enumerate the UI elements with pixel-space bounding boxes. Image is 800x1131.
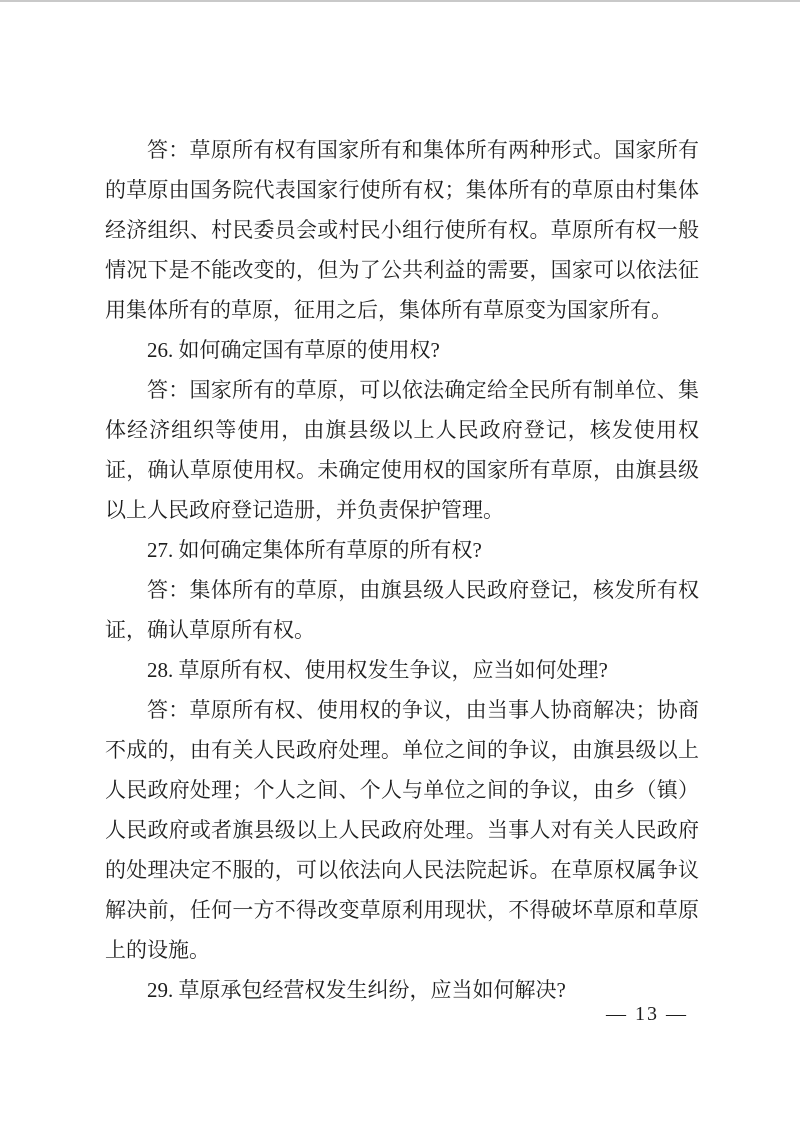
question-heading-27: 27. 如何确定集体所有草原的所有权?: [147, 538, 482, 562]
answer-paragraph-25: 答：草原所有权有国家所有和集体所有两种形式。国家所有的草原由国务院代表国家行使所有权；集体所有的草原由村集体经济组织、村民委员会或村民小组行使所有权。草原所有权一般情况下是不能改变的，但为了公共利益的需要，国家可以依法征用集体所有的草原，征用之后，集体所有草原变为国家所有。: [105, 138, 699, 322]
question-heading-29: 29. 草原承包经营权发生纠纷，应当如何解决?: [147, 978, 566, 1002]
question-heading-28: 28. 草原所有权、使用权发生争议，应当如何处理?: [147, 658, 608, 682]
answer-paragraph-26: 答：国家所有的草原，可以依法确定给全民所有制单位、集体经济组织等使用，由旗县级以上人民政府登记，核发使用权证，确认草原使用权。未确定使用权的国家所有草原，由旗县级以上人民政府登记造册，并负责保护管理。: [105, 378, 699, 522]
answer-paragraph-28: 答：草原所有权、使用权的争议，由当事人协商解决；协商不成的，由有关人民政府处理。单位之间的争议，由旗县级以上人民政府处理；个人之间、个人与单位之间的争议，由乡（镇）人民政府或者旗县级以上人民政府处理。当事人对有关人民政府的处理决定不服的，可以依法向人民法院起诉。在草原权属争议解决前，任何一方不得改变草原利用现状，不得破坏草原和草原上的设施。: [105, 698, 699, 962]
answer-paragraph-27: 答：集体所有的草原，由旗县级人民政府登记，核发所有权证，确认草原所有权。: [105, 578, 699, 642]
scan-artifact-top-line: [0, 0, 800, 2]
page-footer: [606, 1000, 688, 1028]
question-heading-26: 26. 如何确定国有草原的使用权?: [147, 338, 440, 362]
page-number: — 13 —: [606, 1003, 688, 1025]
document-body: [105, 130, 699, 1010]
